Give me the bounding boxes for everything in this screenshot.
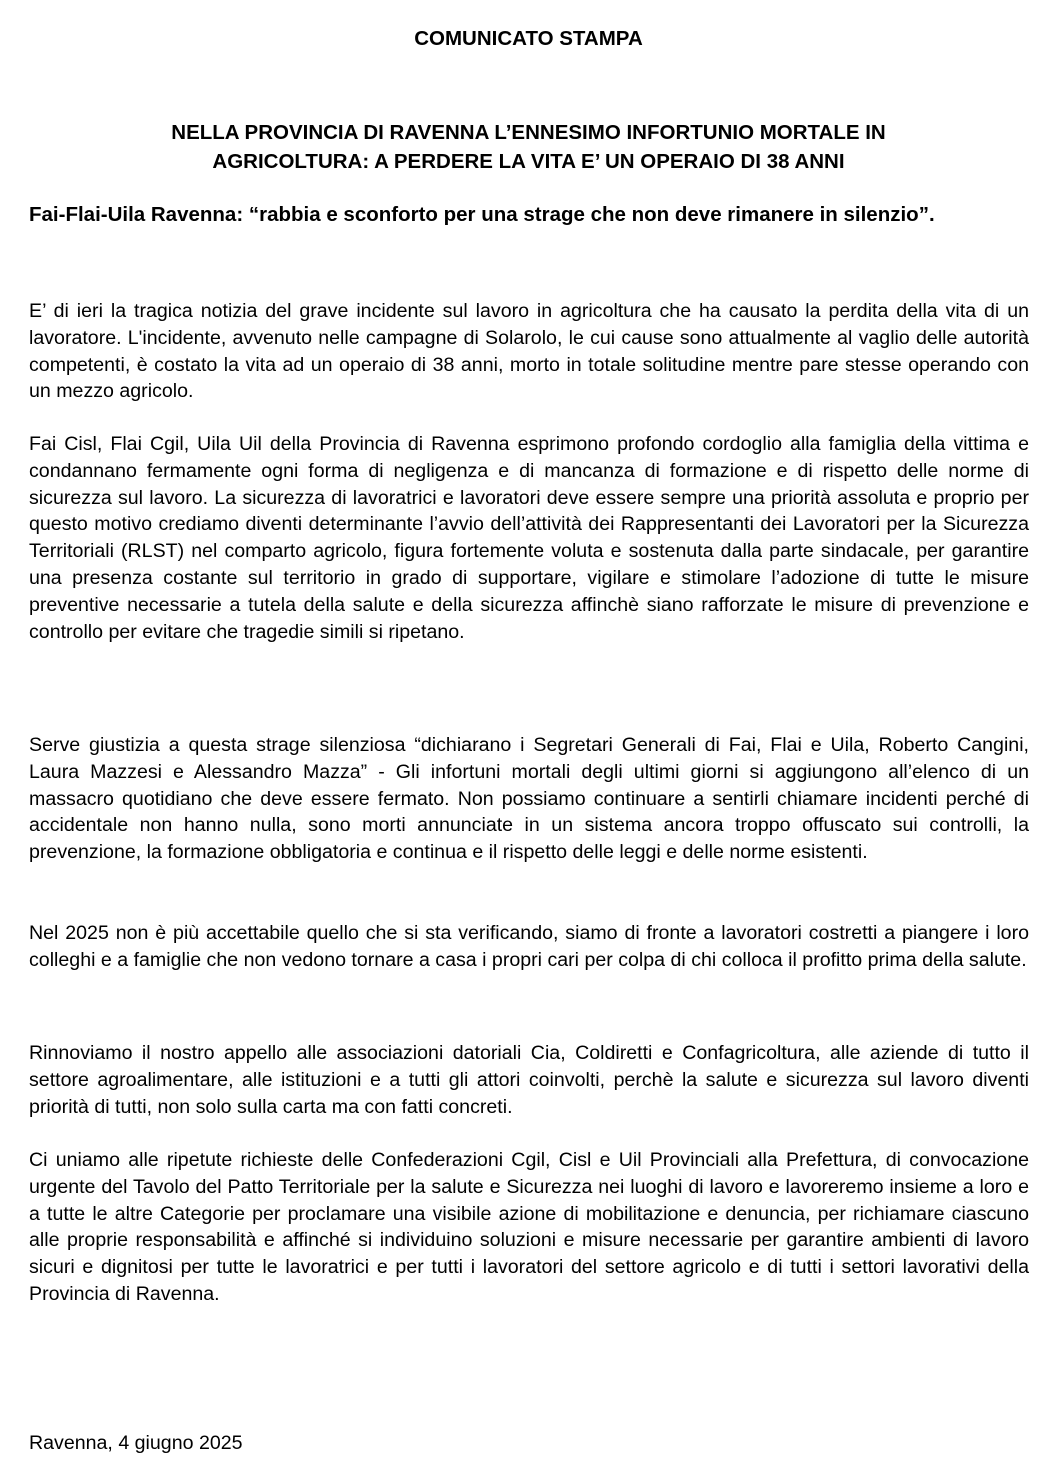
body-paragraph-2: Fai Cisl, Flai Cgil, Uila Uil della Provincia di Ravenna esprimono profondo cordoglio alla famiglia della vittima e condannano fermamente ogni forma di negligenza e di mancanza di formazione e di rispetto delle norme di sicurezza sul lavoro. La sicurezza di lavoratrici e lavoratori deve essere sempre una priorità assoluta e proprio per questo motivo crediamo diventi determinante l’avvio dell’attività dei Rappresentanti dei Lavoratori per la Sicurezza Territoriali (RLST) nel comparto agricolo, figura fortemente voluta e sostenuta dalla parte sindacale, per garantire una presenza costante sul territorio in grado di supportare, vigilare e stimolare l’adozione di tutte le misure preventive necessarie a tutela della salute e della sicurezza affinchè siano rafforzate le misure di prevenzione e controllo per evitare che tragedie simili si ripetano. (29, 433, 1029, 643)
headline-line-1: NELLA PROVINCIA DI RAVENNA L’ENNESIMO INFORTUNIO MORTALE IN (171, 121, 886, 144)
body-paragraph-3: Serve giustizia a questa strage silenziosa “dichiarano i Segretari Generali di Fai, Flai e Uila, Roberto Cangini, Laura Mazzesi e Alessandro Mazza” - Gli infortuni mortali degli ultimi giorni si aggiungono all’elenco di un massacro quotidiano che deve essere fermato. Non possiamo continuare a sentirli chiamare incidenti perché di accidentale non hanno nulla, sono morti annunciate in un sistema ancora troppo offuscato sui controlli, la prevenzione, la formazione obbligatoria e continua e il rispetto delle leggi e delle norme esistenti. (29, 734, 1029, 864)
headline-line-2: AGRICOLTURA: A PERDERE LA VITA E’ UN OPERAIO DI 38 ANNI (212, 150, 845, 173)
document-type-heading: COMUNICATO STAMPA (414, 27, 643, 50)
body-paragraph-6: Ci uniamo alle ripetute richieste delle Confederazioni Cgil, Cisl e Uil Provinciali alla Prefettura, di convocazione urgente del Tavolo del Patto Territoriale per la salute e Sicurezza nei luoghi di lavoro e lavoreremo insieme a loro e a tutte le altre Categorie per proclamare una visibile azione di mobilitazione e denuncia, per richiamare ciascuno alle proprie responsabilità e affinché si individuino soluzioni e misure necessarie per garantire ambienti di lavoro sicuri e dignitosi per tutte le lavoratrici e per tutti i lavoratori del settore agricolo e di tutti i settori lavorativi della Provincia di Ravenna. (29, 1149, 1029, 1305)
headline (0, 118, 1057, 176)
subheadline: Fai-Flai-Uila Ravenna: “rabbia e sconforto per una strage che non deve rimanere in silenzio”. (29, 203, 935, 226)
body-paragraph-1: E’ di ieri la tragica notizia del grave incidente sul lavoro in agricoltura che ha causato la perdita della vita di un lavoratore. L'incidente, avvenuto nelle campagne di Solarolo, le cui cause sono attualmente al vaglio delle autorità competenti, è costato la vita ad un operaio di 38 anni, morto in totale solitudine mentre pare stesse operando con un mezzo agricolo. (29, 300, 1029, 403)
body-paragraph-4: Nel 2025 non è più accettabile quello che si sta verificando, siamo di fronte a lavoratori costretti a piangere i loro colleghi e a famiglie che non vedono tornare a casa i propri cari per colpa di chi colloca il profitto prima della salute. (29, 922, 1029, 971)
dateline: Ravenna, 4 giugno 2025 (29, 1432, 243, 1454)
body-paragraph-5: Rinnoviamo il nostro appello alle associazioni datoriali Cia, Coldiretti e Confagricoltura, alle aziende di tutto il settore agroalimentare, alle istituzioni e a tutti gli attori coinvolti, perchè la salute e sicurezza sul lavoro diventi priorità di tutti, non solo sulla carta ma con fatti concreti. (29, 1042, 1029, 1118)
